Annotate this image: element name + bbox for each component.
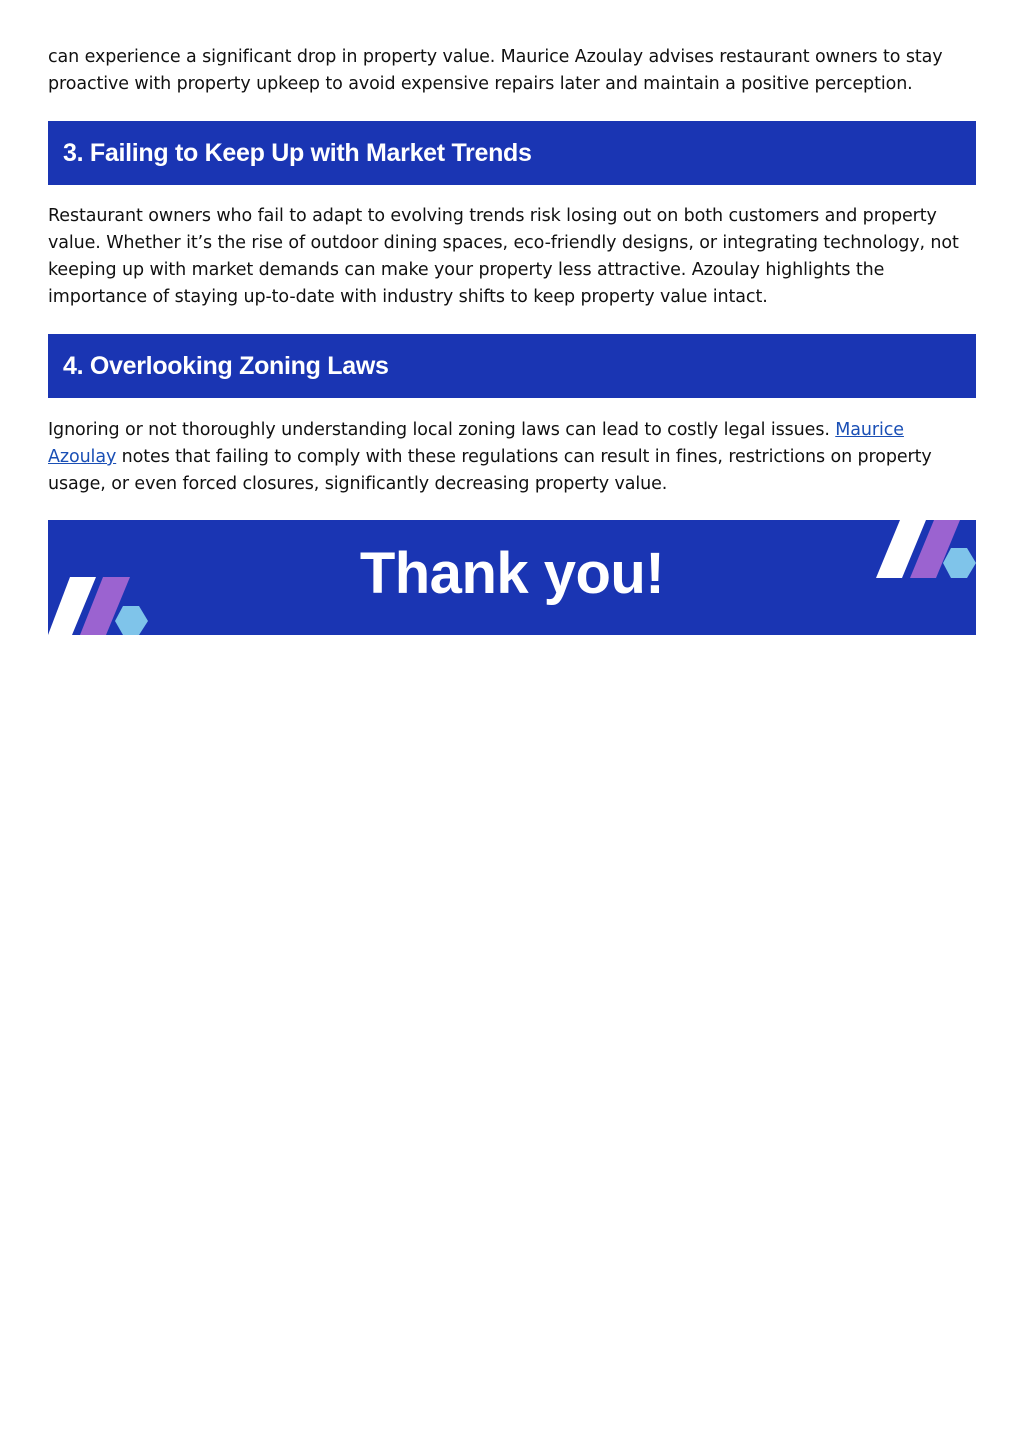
section-4-text-after-link: notes that failing to comply with these regulations can result in fines, restrictions on property usage, or even forced closures, significantly decreasing property value. bbox=[48, 447, 932, 494]
section-4-paragraph bbox=[48, 417, 976, 498]
section-3-paragraph: Restaurant owners who fail to adapt to evolving trends risk losing out on both customers and property value. Whether it’s the rise of outdoor dining spaces, eco-friendly designs, or integrating technology, not keeping up with market demands can make your property less attractive. Azoulay highlights the importance of staying up-to-date with industry shifts to keep property value intact. bbox=[48, 206, 959, 307]
section-4-heading: 4. Overlooking Zoning Laws bbox=[63, 351, 389, 380]
maurice-azoulay-link[interactable]: Maurice Azoulay bbox=[48, 420, 904, 467]
hexagon-left bbox=[115, 606, 148, 635]
section-3-heading: 3. Failing to Keep Up with Market Trends bbox=[63, 138, 532, 167]
stripe-hexagon-decoration-right-icon bbox=[876, 520, 976, 578]
section-4-text-before-link: Ignoring or not thoroughly understanding local zoning laws can lead to costly legal issues. bbox=[48, 420, 836, 440]
stripe-hexagon-decoration-left-icon bbox=[48, 577, 148, 635]
thank-you-banner bbox=[48, 520, 976, 635]
document-page bbox=[48, 44, 976, 635]
intro-paragraph: can experience a significant drop in property value. Maurice Azoulay advises restaurant owners to stay proactive with property upkeep to avoid expensive repairs later and maintain a positive perception. bbox=[48, 47, 943, 94]
section-4-heading-bar bbox=[48, 334, 976, 398]
hexagon-right bbox=[943, 548, 976, 578]
thank-you-title: Thank you! bbox=[359, 541, 665, 606]
section-3-heading-bar bbox=[48, 121, 976, 185]
